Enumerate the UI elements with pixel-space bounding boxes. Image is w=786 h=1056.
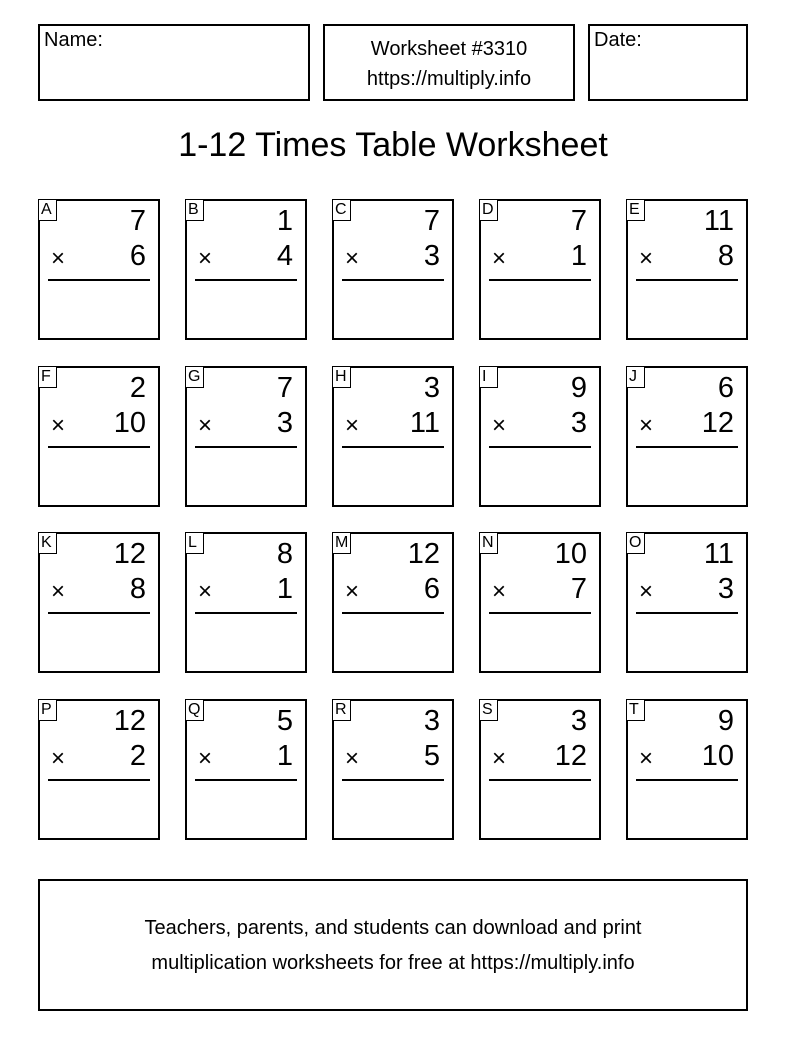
- answer-line: [195, 612, 297, 614]
- multiplicand: 7: [276, 372, 293, 404]
- problem-letter: R: [332, 699, 351, 721]
- problem-letter: O: [626, 532, 645, 554]
- multiplicand: 12: [113, 705, 146, 737]
- problem-letter: M: [332, 532, 351, 554]
- problem-letter: F: [38, 366, 57, 388]
- problem-letter: P: [38, 699, 57, 721]
- times-sign: ×: [639, 745, 654, 772]
- answer-line: [636, 446, 738, 448]
- times-sign: ×: [639, 245, 654, 272]
- problem-card[interactable]: [479, 699, 601, 840]
- times-sign: ×: [639, 578, 654, 605]
- times-sign: ×: [198, 578, 213, 605]
- times-sign: ×: [492, 578, 507, 605]
- footer-box: [38, 879, 748, 1011]
- problem-letter: I: [479, 366, 498, 388]
- footer-line-2: multiplication worksheets for free at https://multiply.info: [151, 952, 635, 974]
- multiplier: 6: [129, 240, 146, 272]
- date-label: Date:: [594, 29, 642, 51]
- multiplicand: 8: [276, 538, 293, 570]
- multiplier: 8: [717, 240, 734, 272]
- multiplier: 12: [554, 740, 587, 772]
- answer-line: [489, 612, 591, 614]
- multiplier: 1: [276, 573, 293, 605]
- multiplier: 10: [701, 740, 734, 772]
- problem-letter: Q: [185, 699, 204, 721]
- multiplicand: 3: [423, 705, 440, 737]
- answer-line: [636, 612, 738, 614]
- problem-card[interactable]: [332, 699, 454, 840]
- problem-card[interactable]: [479, 366, 601, 507]
- date-field[interactable]: [588, 24, 748, 101]
- times-sign: ×: [345, 745, 360, 772]
- multiplier: 11: [409, 407, 440, 439]
- multiplicand: 2: [129, 372, 146, 404]
- multiplicand: 7: [570, 205, 587, 237]
- answer-line: [636, 279, 738, 281]
- problem-card[interactable]: [332, 199, 454, 340]
- answer-line: [342, 612, 444, 614]
- times-sign: ×: [51, 745, 66, 772]
- problem-card[interactable]: [185, 199, 307, 340]
- multiplier: 12: [701, 407, 734, 439]
- answer-line: [48, 279, 150, 281]
- problem-card[interactable]: [185, 366, 307, 507]
- multiplicand: 7: [423, 205, 440, 237]
- problem-card[interactable]: [38, 366, 160, 507]
- name-field[interactable]: [38, 24, 310, 101]
- problem-letter: E: [626, 199, 645, 221]
- problem-card[interactable]: [332, 532, 454, 673]
- multiplier: 4: [276, 240, 293, 272]
- problem-letter: J: [626, 366, 645, 388]
- multiplier: 6: [423, 573, 440, 605]
- problem-letter: A: [38, 199, 57, 221]
- multiplier: 8: [129, 573, 146, 605]
- multiplicand: 12: [407, 538, 440, 570]
- multiplier: 5: [423, 740, 440, 772]
- answer-line: [342, 779, 444, 781]
- times-sign: ×: [198, 412, 213, 439]
- answer-line: [342, 279, 444, 281]
- answer-line: [48, 779, 150, 781]
- problem-card[interactable]: [38, 699, 160, 840]
- answer-line: [489, 279, 591, 281]
- multiplicand: 3: [423, 372, 440, 404]
- problem-letter: L: [185, 532, 204, 554]
- multiplicand: 9: [570, 372, 587, 404]
- worksheet-url: https://multiply.info: [366, 68, 532, 90]
- problem-card[interactable]: [626, 699, 748, 840]
- problem-letter: S: [479, 699, 498, 721]
- problem-card[interactable]: [332, 366, 454, 507]
- multiplier: 1: [570, 240, 587, 272]
- multiplicand: 12: [113, 538, 146, 570]
- answer-line: [48, 612, 150, 614]
- multiplicand: 11: [703, 205, 734, 237]
- problem-card[interactable]: [626, 366, 748, 507]
- multiplicand: 5: [276, 705, 293, 737]
- multiplier: 3: [276, 407, 293, 439]
- multiplicand: 11: [703, 538, 734, 570]
- problem-card[interactable]: [185, 532, 307, 673]
- multiplicand: 10: [554, 538, 587, 570]
- multiplicand: 6: [717, 372, 734, 404]
- answer-line: [342, 446, 444, 448]
- problem-letter: C: [332, 199, 351, 221]
- times-sign: ×: [51, 578, 66, 605]
- times-sign: ×: [198, 745, 213, 772]
- problem-card[interactable]: [38, 532, 160, 673]
- footer-line-1: Teachers, parents, and students can download and print: [144, 917, 642, 939]
- times-sign: ×: [345, 578, 360, 605]
- answer-line: [636, 779, 738, 781]
- multiplier: 3: [423, 240, 440, 272]
- times-sign: ×: [51, 245, 66, 272]
- times-sign: ×: [51, 412, 66, 439]
- worksheet-info-box: [323, 24, 575, 101]
- answer-line: [195, 279, 297, 281]
- multiplicand: 3: [570, 705, 587, 737]
- times-sign: ×: [492, 745, 507, 772]
- problem-card[interactable]: [479, 199, 601, 340]
- answer-line: [48, 446, 150, 448]
- answer-line: [489, 446, 591, 448]
- times-sign: ×: [492, 412, 507, 439]
- multiplicand: 9: [717, 705, 734, 737]
- problem-card[interactable]: [185, 699, 307, 840]
- multiplicand: 7: [129, 205, 146, 237]
- times-sign: ×: [198, 245, 213, 272]
- times-sign: ×: [345, 412, 360, 439]
- problem-letter: B: [185, 199, 204, 221]
- times-sign: ×: [345, 245, 360, 272]
- multiplier: 3: [570, 407, 587, 439]
- multiplicand: 1: [276, 205, 293, 237]
- times-sign: ×: [492, 245, 507, 272]
- problem-card[interactable]: [38, 199, 160, 340]
- multiplier: 2: [129, 740, 146, 772]
- times-sign: ×: [639, 412, 654, 439]
- name-label: Name:: [44, 29, 103, 51]
- problem-card[interactable]: [479, 532, 601, 673]
- problem-letter: N: [479, 532, 498, 554]
- answer-line: [195, 779, 297, 781]
- problem-letter: D: [479, 199, 498, 221]
- problem-letter: K: [38, 532, 57, 554]
- problem-card[interactable]: [626, 199, 748, 340]
- page-title: 1-12 Times Table Worksheet: [178, 126, 608, 164]
- answer-line: [489, 779, 591, 781]
- problem-card[interactable]: [626, 532, 748, 673]
- worksheet-number: Worksheet #3310: [370, 38, 528, 60]
- multiplier: 7: [570, 573, 587, 605]
- problem-letter: G: [185, 366, 204, 388]
- multiplier: 10: [113, 407, 146, 439]
- problem-letter: T: [626, 699, 645, 721]
- problem-letter: H: [332, 366, 351, 388]
- answer-line: [195, 446, 297, 448]
- multiplier: 1: [276, 740, 293, 772]
- multiplier: 3: [717, 573, 734, 605]
